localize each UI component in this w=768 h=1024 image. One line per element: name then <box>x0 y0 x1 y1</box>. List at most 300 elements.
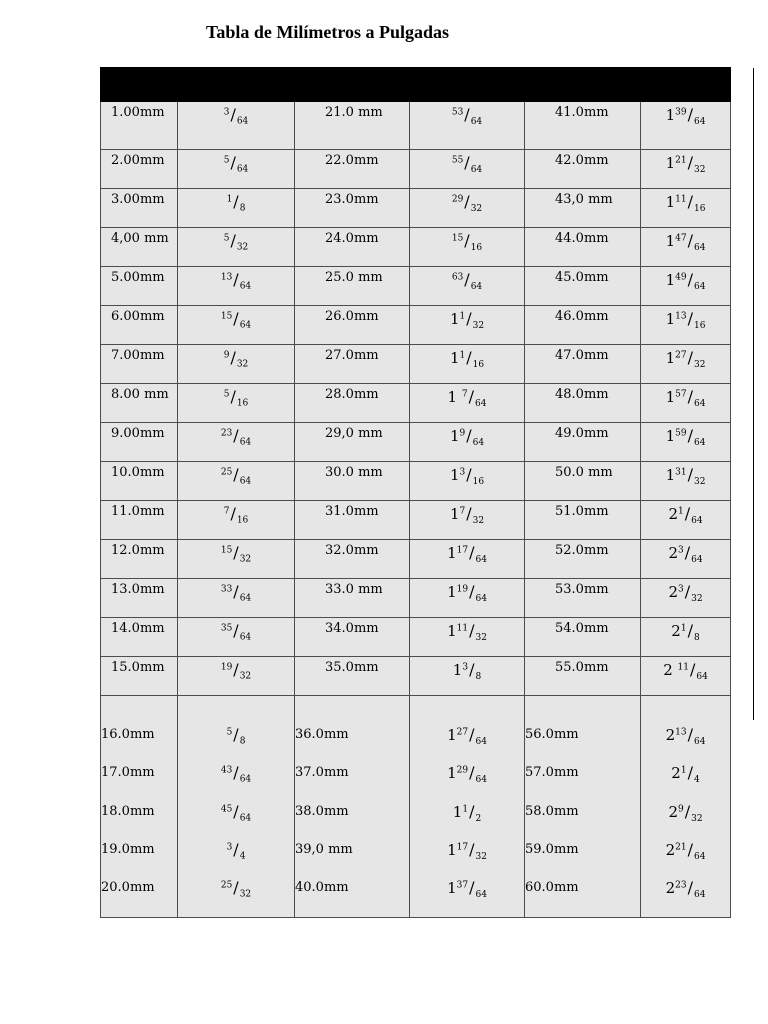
inch-cell <box>410 501 525 540</box>
fraction-slash: / <box>466 465 472 484</box>
header-cell <box>101 68 178 102</box>
table-header-row <box>101 68 731 102</box>
inch-whole: 1 <box>665 193 676 211</box>
mm-cell <box>525 102 641 150</box>
table-row <box>101 423 731 462</box>
fraction-slash: / <box>233 660 239 679</box>
table-row <box>101 228 731 267</box>
inch-numerator: 21 <box>675 155 687 166</box>
inch-numerator: 27 <box>675 350 687 361</box>
mm-value: 14.0mm <box>111 621 165 636</box>
inch-numerator: 3 <box>226 842 233 853</box>
inch-whole: 1 <box>447 583 457 601</box>
inch-numerator: 55 <box>451 155 464 166</box>
mm-value: 53.0mm <box>555 582 609 597</box>
inch-numerator: 15 <box>220 311 233 322</box>
mm-value: 24.0mm <box>325 231 379 246</box>
inch-whole: 2 <box>663 661 678 679</box>
inch-whole: 2 <box>668 544 678 562</box>
inch-cell <box>641 540 731 579</box>
fraction-slash: / <box>233 192 239 211</box>
inch-cell <box>410 228 525 267</box>
fraction-slash: / <box>233 543 239 562</box>
fraction-slash: / <box>464 270 470 289</box>
fraction-slash: / <box>230 348 236 367</box>
page-title: Tabla de Milímetros a Pulgadas <box>206 22 450 42</box>
inch-denominator: 32 <box>475 632 487 643</box>
mm-cell <box>101 267 178 306</box>
inch-cell <box>178 102 295 150</box>
inch-value <box>641 764 730 802</box>
fraction-slash: / <box>687 192 693 211</box>
header-cell <box>525 68 641 102</box>
fraction-slash: / <box>687 153 693 172</box>
inch-numerator: 5 <box>226 727 233 738</box>
mm-value: 49.0mm <box>555 426 609 441</box>
inch-cell <box>641 345 731 384</box>
inch-cell <box>178 618 295 657</box>
mm-value: 16.0mm <box>101 727 155 742</box>
fraction-slash: / <box>687 725 693 744</box>
inch-numerator: 3 <box>677 584 684 595</box>
mm-value: 41.0mm <box>555 105 609 120</box>
mm-value: 20.0mm <box>101 880 155 896</box>
header-cell <box>295 68 410 102</box>
inch-numerator: 57 <box>675 389 687 400</box>
fraction-slash: / <box>687 387 693 406</box>
mm-cell <box>101 579 178 618</box>
mm-value: 45.0mm <box>555 270 609 285</box>
inch-denominator: 8 <box>693 632 700 643</box>
mm-cell <box>525 384 641 423</box>
inch-whole: 1 <box>447 726 457 744</box>
inch-denominator: 64 <box>693 437 706 448</box>
inch-whole: 1 <box>665 388 676 406</box>
inch-numerator: 7 <box>461 389 468 400</box>
inch-denominator: 16 <box>693 320 706 331</box>
fraction-slash: / <box>687 839 693 859</box>
inch-numerator: 13 <box>675 727 687 738</box>
mm-cell <box>525 345 641 384</box>
fraction-slash: / <box>469 839 475 859</box>
inch-denominator: 64 <box>472 437 485 448</box>
mm-cell <box>525 540 641 579</box>
inch-denominator: 64 <box>691 515 703 526</box>
mm-value: 31.0mm <box>325 504 379 519</box>
fraction-slash: / <box>233 725 239 744</box>
fraction-slash: / <box>466 426 472 445</box>
inch-cell <box>178 189 295 228</box>
fraction-slash: / <box>233 839 239 859</box>
fraction-slash: / <box>233 465 239 484</box>
mm-cell <box>295 384 410 423</box>
mm-value: 22.0mm <box>325 153 379 168</box>
mm-cell <box>525 150 641 189</box>
inch-numerator: 5 <box>223 155 230 166</box>
inch-numerator: 27 <box>456 727 469 738</box>
mm-cell <box>101 228 178 267</box>
mm-cell <box>101 618 178 657</box>
mm-value: 42.0mm <box>555 153 609 168</box>
table-row <box>101 306 731 345</box>
inch-cell <box>178 501 295 540</box>
inch-denominator: 64 <box>239 476 252 487</box>
inch-whole: 1 <box>449 349 460 367</box>
fraction-slash: / <box>468 387 474 406</box>
inch-cell <box>410 579 525 618</box>
inch-cell <box>178 150 295 189</box>
inch-denominator: 32 <box>470 203 483 214</box>
inch-denominator: 32 <box>472 515 485 526</box>
inch-cell <box>410 462 525 501</box>
inch-cell <box>641 102 731 150</box>
inch-value <box>641 726 730 764</box>
inch-numerator: 11 <box>677 662 689 673</box>
inch-denominator: 32 <box>691 593 703 604</box>
mm-value: 58.0mm <box>525 803 579 819</box>
inch-numerator: 3 <box>223 107 230 118</box>
inch-whole: 1 <box>452 802 463 821</box>
inch-cell <box>410 384 525 423</box>
inch-numerator: 11 <box>456 623 469 634</box>
mm-cell <box>295 345 410 384</box>
inch-denominator: 64 <box>693 851 706 862</box>
inch-numerator: 25 <box>220 880 233 891</box>
inch-denominator: 64 <box>693 398 706 409</box>
inch-denominator: 32 <box>239 554 252 565</box>
inch-value <box>410 841 524 879</box>
inch-denominator: 64 <box>475 554 487 565</box>
fraction-slash: / <box>687 621 693 640</box>
inch-numerator: 19 <box>220 662 233 673</box>
mm-cell <box>295 540 410 579</box>
mm-value: 54.0mm <box>555 621 609 636</box>
inch-whole: 1 <box>665 154 676 172</box>
inch-cell <box>641 267 731 306</box>
mm-cell <box>295 462 410 501</box>
fraction-slash: / <box>469 621 475 640</box>
inch-denominator: 32 <box>691 813 703 824</box>
inch-numerator: 31 <box>675 467 687 478</box>
inch-numerator: 19 <box>456 584 469 595</box>
mm-value: 15.0mm <box>111 660 165 675</box>
inch-denominator: 16 <box>693 203 706 214</box>
inch-denominator: 64 <box>470 164 483 175</box>
inch-numerator: 15 <box>220 545 233 556</box>
fraction-slash: / <box>464 192 470 211</box>
inch-cell <box>178 579 295 618</box>
inch-whole: 2 <box>671 622 681 640</box>
inch-denominator: 16 <box>472 359 485 370</box>
mm-value: 44.0mm <box>555 231 609 246</box>
table-row <box>101 267 731 306</box>
mm-cell <box>101 102 178 150</box>
inch-whole: 1 <box>665 466 676 484</box>
mm-value: 2.00mm <box>111 153 165 168</box>
inch-denominator: 64 <box>693 736 706 747</box>
inch-cell <box>641 501 731 540</box>
inch-denominator: 32 <box>693 164 706 175</box>
inch-whole: 1 <box>665 349 676 367</box>
inch-numerator: 5 <box>223 389 230 400</box>
mm-value: 34.0mm <box>325 621 379 636</box>
inch-cell <box>410 306 525 345</box>
inch-numerator: 39 <box>675 107 687 118</box>
mm-cell <box>295 657 410 696</box>
inch-numerator: 47 <box>675 233 687 244</box>
inch-whole: 1 <box>665 106 676 124</box>
inch-denominator: 32 <box>236 242 249 253</box>
inch-denominator: 64 <box>693 242 706 253</box>
inch-cell <box>178 696 295 918</box>
mm-cell <box>101 462 178 501</box>
inch-denominator: 64 <box>696 671 708 682</box>
inch-denominator: 32 <box>472 320 485 331</box>
inch-cell <box>178 657 295 696</box>
mm-cell <box>525 228 641 267</box>
inch-cell <box>641 150 731 189</box>
mm-cell <box>525 306 641 345</box>
inch-numerator: 37 <box>456 880 469 891</box>
table-row <box>101 657 731 696</box>
inch-numerator: 1 <box>226 194 233 205</box>
inch-numerator: 25 <box>220 467 233 478</box>
inch-numerator: 35 <box>220 623 233 634</box>
mm-value: 51.0mm <box>555 504 609 519</box>
fraction-slash: / <box>469 582 475 601</box>
inch-denominator: 16 <box>470 242 483 253</box>
table-row <box>101 540 731 579</box>
inch-numerator: 45 <box>220 804 233 815</box>
fraction-slash: / <box>684 543 691 562</box>
inch-cell <box>641 579 731 618</box>
inch-numerator: 23 <box>675 880 687 891</box>
inch-cell <box>178 384 295 423</box>
inch-whole: 1 <box>447 388 462 406</box>
inch-denominator: 64 <box>693 889 706 900</box>
inch-denominator: 64 <box>239 281 252 292</box>
table-row <box>101 345 731 384</box>
inch-whole: 2 <box>671 764 681 783</box>
fraction-slash: / <box>466 504 472 523</box>
inch-whole: 1 <box>449 505 460 523</box>
mm-cell <box>525 501 641 540</box>
mm-value: 10.0mm <box>111 465 165 480</box>
table-row <box>101 102 731 150</box>
inch-value <box>410 879 524 917</box>
mm-value: 5.00mm <box>111 270 165 285</box>
inch-whole: 1 <box>665 271 676 289</box>
mm-value: 6.00mm <box>111 309 165 324</box>
inch-numerator: 3 <box>459 467 466 478</box>
table-row <box>101 462 731 501</box>
inch-denominator: 32 <box>239 889 252 900</box>
inch-denominator: 64 <box>236 164 249 175</box>
mm-value: 39,0 mm <box>295 841 353 857</box>
inch-numerator: 17 <box>456 545 469 556</box>
fraction-slash: / <box>233 270 239 289</box>
vertical-rule <box>753 68 754 720</box>
fraction-slash: / <box>233 582 239 601</box>
inch-numerator: 7 <box>459 506 466 517</box>
inch-denominator: 32 <box>236 359 249 370</box>
mm-cell <box>101 189 178 228</box>
inch-numerator: 59 <box>675 428 687 439</box>
fraction-slash: / <box>684 582 691 601</box>
mm-cell <box>525 657 641 696</box>
mm-value: 52.0mm <box>555 543 609 558</box>
mm-value: 18.0mm <box>101 803 155 819</box>
inch-cell <box>641 228 731 267</box>
inch-whole: 1 <box>447 879 457 898</box>
mm-cell <box>101 657 178 696</box>
mm-value: 48.0mm <box>555 387 609 402</box>
inch-cell <box>410 102 525 150</box>
inch-denominator: 64 <box>470 116 483 127</box>
inch-numerator: 23 <box>220 428 233 439</box>
mm-value: 26.0mm <box>325 309 379 324</box>
inch-denominator: 64 <box>475 775 487 786</box>
fraction-slash: / <box>233 763 239 783</box>
fraction-slash: / <box>689 660 696 679</box>
inch-numerator: 1 <box>680 765 687 776</box>
mm-value: 43,0 mm <box>555 192 613 207</box>
inch-denominator: 64 <box>475 736 487 747</box>
mm-value: 21.0 mm <box>325 105 383 120</box>
inch-numerator: 9 <box>459 428 466 439</box>
mm-cell <box>525 189 641 228</box>
inch-whole: 2 <box>665 726 676 744</box>
inch-value <box>410 764 524 802</box>
table-row <box>101 618 731 657</box>
inch-value <box>641 841 730 879</box>
fraction-slash: / <box>230 153 236 172</box>
inch-denominator: 64 <box>691 554 703 565</box>
table-row <box>101 150 731 189</box>
inch-denominator: 16 <box>472 476 485 487</box>
inch-denominator: 64 <box>470 281 483 292</box>
inch-whole: 1 <box>449 310 460 328</box>
inch-value <box>641 879 730 917</box>
mm-value: 13.0mm <box>111 582 165 597</box>
fraction-slash: / <box>684 504 691 523</box>
inch-denominator: 32 <box>693 476 706 487</box>
inch-denominator: 64 <box>239 593 252 604</box>
mm-value: 40.0mm <box>295 880 349 896</box>
mm-cell <box>295 228 410 267</box>
inch-cell <box>410 540 525 579</box>
inch-numerator: 3 <box>677 545 684 556</box>
inch-numerator: 21 <box>675 842 687 853</box>
inch-numerator: 17 <box>456 842 469 853</box>
mm-cell <box>101 696 178 918</box>
inch-whole: 2 <box>668 505 678 523</box>
mm-cell <box>295 618 410 657</box>
inch-cell <box>641 189 731 228</box>
mm-cell <box>295 102 410 150</box>
inch-cell <box>410 150 525 189</box>
inch-denominator: 64 <box>239 320 252 331</box>
fraction-slash: / <box>230 387 236 406</box>
inch-value <box>641 803 730 841</box>
inch-value <box>178 803 294 841</box>
inch-cell <box>641 423 731 462</box>
mm-cell <box>295 423 410 462</box>
mm-cell <box>101 384 178 423</box>
inch-denominator: 8 <box>475 671 482 682</box>
fraction-slash: / <box>687 309 693 328</box>
mm-cell <box>295 150 410 189</box>
inch-cell <box>178 462 295 501</box>
inch-cell <box>178 345 295 384</box>
inch-denominator: 32 <box>239 671 252 682</box>
header-cell <box>178 68 295 102</box>
inch-value <box>178 764 294 802</box>
inch-whole: 1 <box>665 310 676 328</box>
fraction-slash: / <box>464 153 470 172</box>
inch-denominator: 64 <box>693 116 706 127</box>
mm-cell <box>101 345 178 384</box>
fraction-slash: / <box>230 105 236 124</box>
inch-denominator: 8 <box>239 736 246 747</box>
mm-cell <box>101 501 178 540</box>
inch-denominator: 64 <box>239 632 252 643</box>
inch-whole: 1 <box>447 622 457 640</box>
mm-value: 60.0mm <box>525 880 579 896</box>
inch-cell <box>410 267 525 306</box>
fraction-slash: / <box>233 801 239 821</box>
mm-value: 12.0mm <box>111 543 165 558</box>
header-cell <box>641 68 731 102</box>
mm-cell <box>525 462 641 501</box>
mm-value: 7.00mm <box>111 348 165 363</box>
fraction-slash: / <box>230 231 236 250</box>
fraction-slash: / <box>687 105 693 124</box>
mm-cell <box>295 189 410 228</box>
fraction-slash: / <box>466 348 472 367</box>
mm-value: 57.0mm <box>525 765 579 781</box>
mm-value: 33.0 mm <box>325 582 383 597</box>
inch-value <box>410 803 524 841</box>
inch-numerator: 1 <box>459 350 466 361</box>
mm-value: 28.0mm <box>325 387 379 402</box>
mm-value: 55.0mm <box>555 660 609 675</box>
inch-numerator: 29 <box>456 765 469 776</box>
inch-whole: 1 <box>449 466 460 484</box>
inch-whole: 1 <box>447 544 457 562</box>
inch-denominator: 8 <box>239 203 246 214</box>
mm-cell <box>295 579 410 618</box>
fraction-slash: / <box>469 660 475 679</box>
inch-denominator: 64 <box>474 398 487 409</box>
inch-numerator: 7 <box>223 506 230 517</box>
inch-denominator: 64 <box>239 437 252 448</box>
inch-whole: 1 <box>449 427 460 445</box>
mm-value: 56.0mm <box>525 727 579 742</box>
mm-cell <box>101 423 178 462</box>
mm-cell <box>295 306 410 345</box>
mm-cell <box>101 150 178 189</box>
fraction-slash: / <box>687 465 693 484</box>
table-row <box>101 384 731 423</box>
inch-numerator: 5 <box>223 233 230 244</box>
inch-numerator: 49 <box>675 272 687 283</box>
mm-value: 4,00 mm <box>111 231 169 246</box>
mm-value: 50.0 mm <box>555 465 613 480</box>
fraction-slash: / <box>466 309 472 328</box>
inch-numerator: 1 <box>459 311 466 322</box>
inch-numerator: 9 <box>223 350 230 361</box>
